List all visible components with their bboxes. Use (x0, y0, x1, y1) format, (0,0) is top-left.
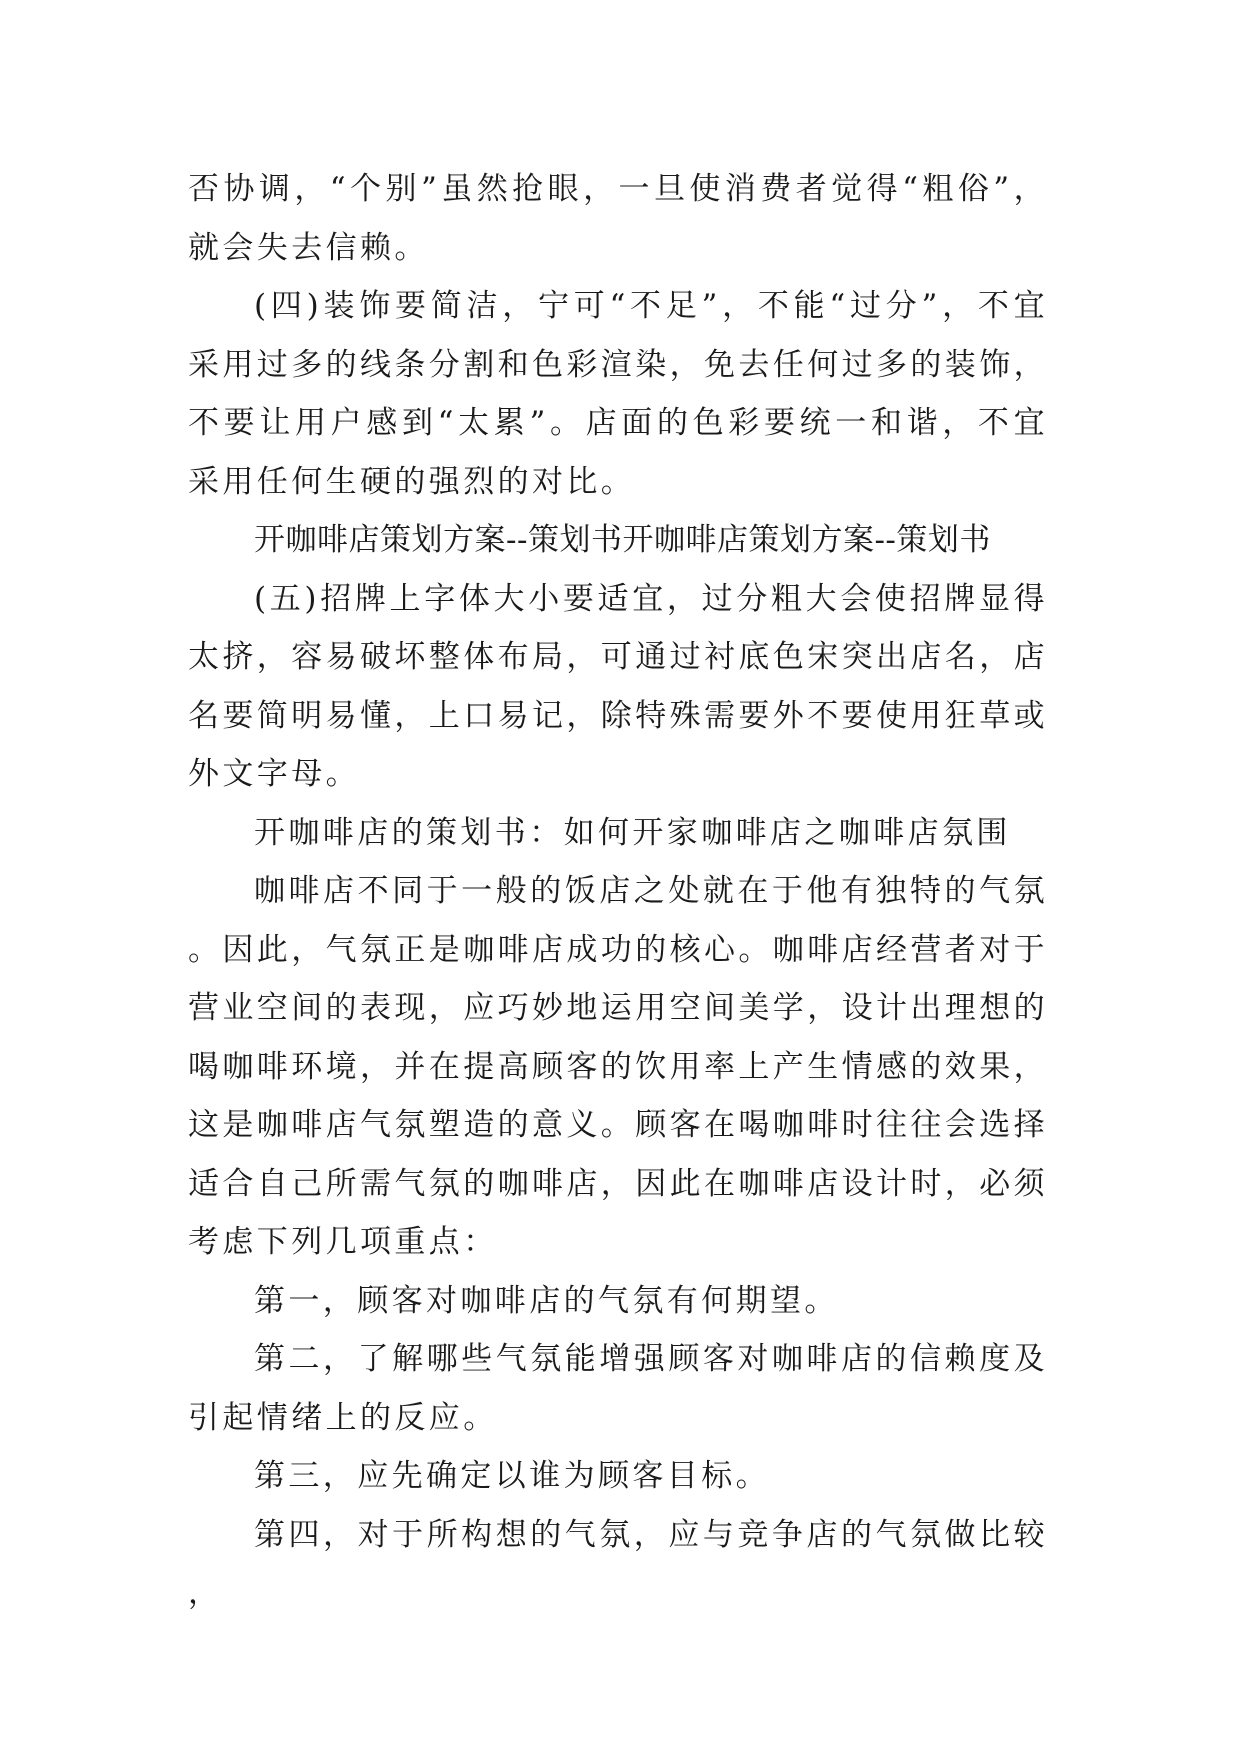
paragraph-atmosphere-intro: 咖啡店不同于一般的饭店之处就在于他有独特的气氛。因此，气氛正是咖啡店成功的核心。咖啡店经营者对于营业空间的表现，应巧妙地运用空间美学，设计出理想的喝咖啡环境，并在提高顾客的饮用率上产生情感的效果，这是咖啡店气氛塑造的意义。顾客在喝咖啡时往往会选择适合自己所需气氛的咖啡店，因此在咖啡店设计时，必须考虑下列几项重点： (188, 873, 1048, 1260)
paragraph-point-first: 第一，顾客对咖啡店的气氛有何期望。 (254, 1282, 839, 1319)
paragraph-point-fourth: 第四，对于所构想的气氛，应与竞争店的气氛做比较， (188, 1516, 1048, 1611)
paragraph-point-five-signage: (五)招牌上字体大小要适宜，过分粗大会使招牌显得太挤，容易破坏整体布局，可通过衬底色宋突出店名，店名要简明易懂，上口易记，除特殊需要外不要使用狂草或外文字母。 (188, 580, 1048, 792)
paragraph-point-second: 第二，了解哪些气氛能增强顾客对咖啡店的信赖度及引起情绪上的反应。 (188, 1341, 1048, 1436)
paragraph-point-four-decoration: (四)装饰要简洁，宁可“不足”，不能“过分”，不宜采用过多的线条分割和色彩渲染，免去任何过多的装饰，不要让用户感到“太累”。店面的色彩要统一和谐，不宜采用任何生硬的强烈的对比。 (188, 288, 1048, 500)
paragraph-point-third: 第三，应先确定以谁为顾客目标。 (254, 1458, 770, 1494)
document-body (188, 160, 1048, 1623)
paragraph-atmosphere-heading: 开咖啡店的策划书：如何开家咖啡店之咖啡店氛围 (254, 814, 1011, 851)
paragraph-continued-consistency: 否协调，“个别”虽然抢眼，一旦使消费者觉得“粗俗”，就会失去信赖。 (188, 171, 1048, 266)
paragraph-repeated-heading: 开咖啡店策划方案--策划书开咖啡店策划方案--策划书 (254, 522, 991, 558)
